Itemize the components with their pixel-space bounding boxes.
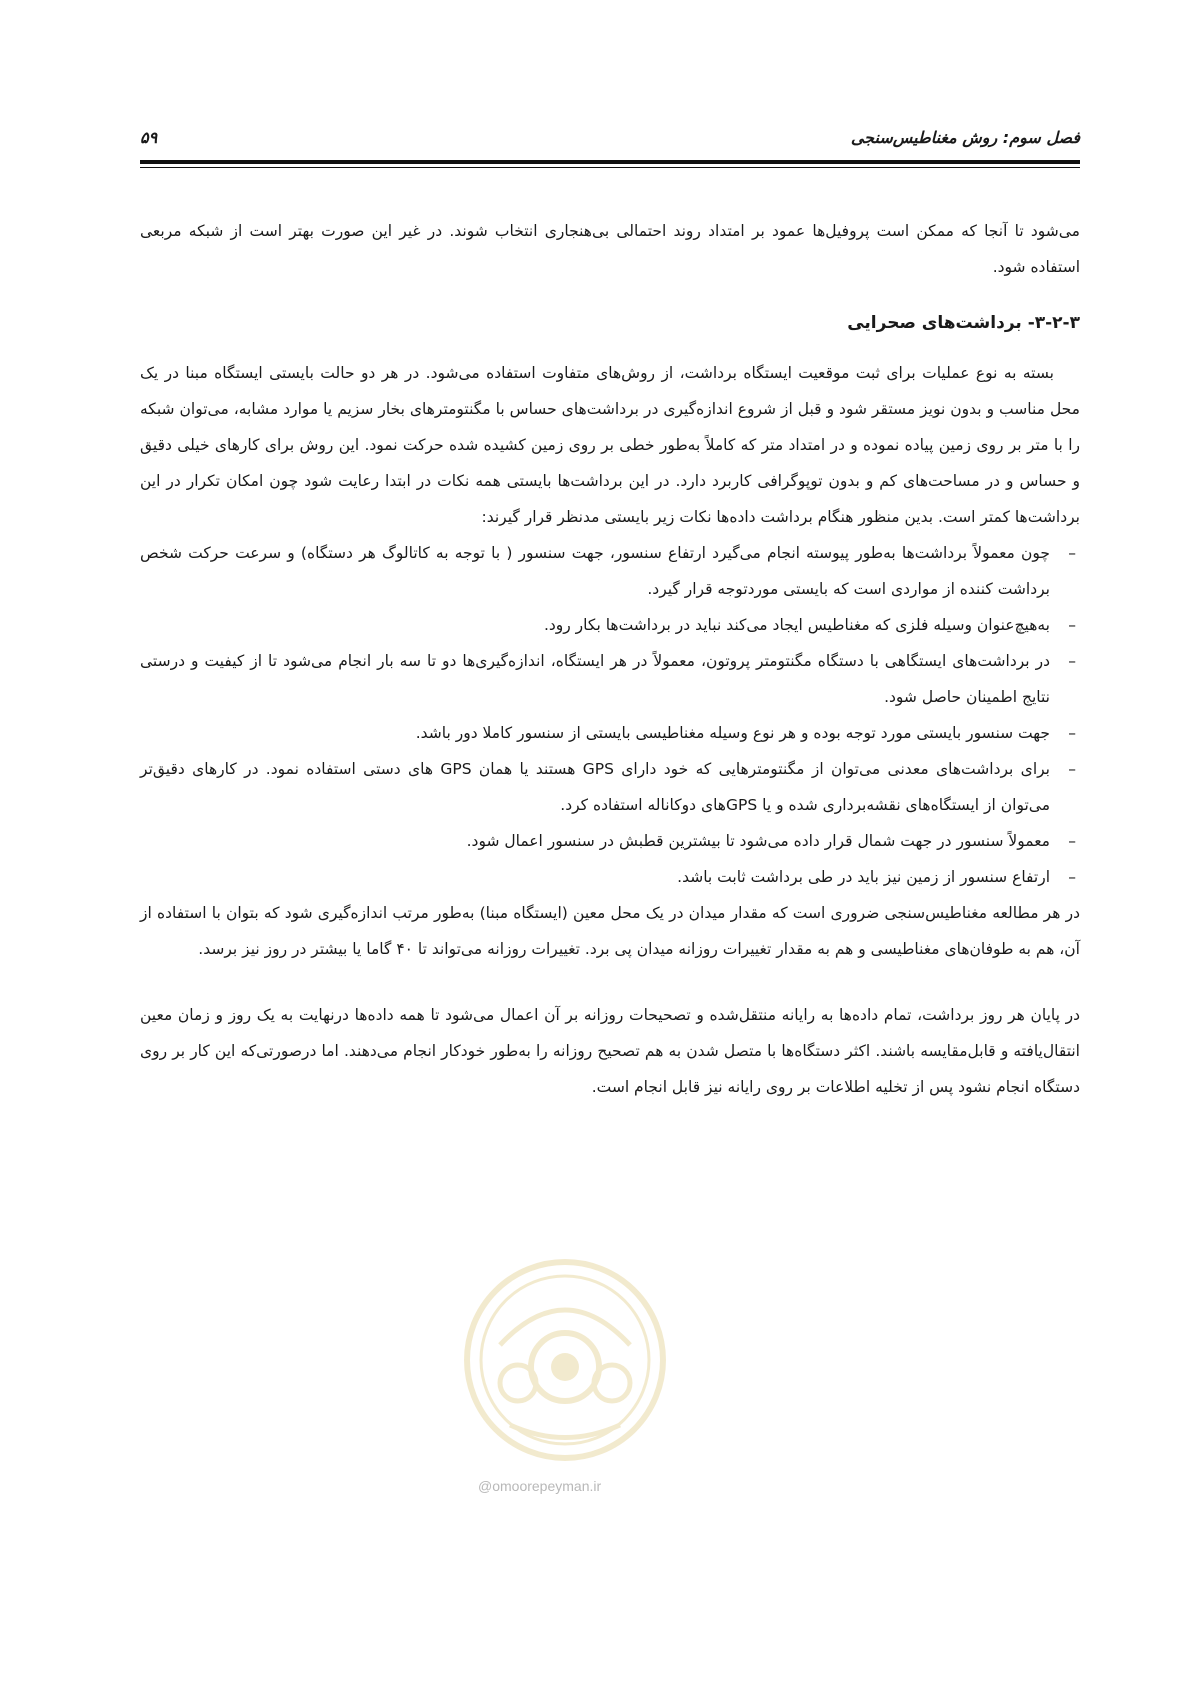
list-item-text: برای برداشت‌های معدنی می‌توان از مگنتومترهایی که خود دارای GPS هستند یا همان GPS های دستی استفاده نمود. در کارهای دقیق‌تر می‌توان از ایستگاه‌های نقشه‌برداری شده و یا GPSهای دوکاناله استفاده کرد. [140, 760, 1050, 814]
paragraph-after-bullets: در هر مطالعه مغناطیس‌سنجی ضروری است که مقدار میدان در یک محل معین (ایستگاه مبنا) به‌طور مرتب اندازه‌گیری شود که بتوان با استفاده از آن، هم به طوفان‌های مغناطیسی و هم به مقدار تغییرات روزانه میدان پی برد. تغییرات روزانه می‌تواند تا ۴۰ گاما یا بیشتر در روز نیز برسد. [140, 904, 1080, 958]
list-item [140, 607, 1080, 643]
list-item [140, 751, 1080, 823]
bullet-dash: – [1068, 868, 1076, 886]
list-item-text: چون معمولاً برداشت‌ها به‌طور پیوسته انجام می‌گیرد ارتفاع سنسور، جهت سنسور ( با توجه به کاتالوگ هر دستگاه) و سرعت حرکت شخص برداشت کننده از مواردی است که بایستی موردتوجه قرار گیرد. [140, 544, 1050, 598]
list-item [140, 715, 1080, 751]
running-header [140, 128, 1080, 154]
bullet-dash: – [1068, 760, 1076, 778]
list-item-text: به‌هیچ‌عنوان وسیله فلزی که مغناطیس ایجاد می‌کند نباید در برداشت‌ها بکار رود. [543, 616, 1050, 634]
section-heading: ۳-۲-۳- برداشت‌های صحرایی [847, 313, 1080, 333]
chapter-title: فصل سوم: روش مغناطیس‌سنجی [850, 128, 1080, 147]
bullet-dash: – [1068, 724, 1076, 742]
watermark-logo-icon [460, 1255, 670, 1465]
list-item-text: ارتفاع سنسور از زمین نیز باید در طی برداشت ثابت باشد. [677, 868, 1050, 886]
bullet-dash: – [1068, 652, 1076, 670]
bullet-dash: – [1068, 616, 1076, 634]
bullet-list [140, 535, 1080, 895]
list-item-text: جهت سنسور بایستی مورد توجه بوده و هر نوع وسیله مغناطیسی بایستی از سنسور کاملا دور باشد. [415, 724, 1050, 742]
watermark-url: @omoorepeyman.ir [478, 1478, 602, 1494]
final-paragraph: در پایان هر روز برداشت، تمام داده‌ها به رایانه منتقل‌شده و تصحیحات روزانه بر آن اعمال می‌شود تا همه داده‌ها درنهایت به یک روز و زمان معین انتقال‌یافته و قابل‌مقایسه باشند. اکثر دستگاه‌ها با متصل شدن به هم تصحیح روزانه را به‌طور خودکار انجام می‌دهند. اما درصورتی‌که این کار بر روی دستگاه انجام نشود پس از تخلیه اطلاعات بر روی رایانه نیز قابل انجام است. [140, 1006, 1080, 1096]
body-content [140, 213, 1080, 1105]
header-rule-thin [140, 167, 1080, 168]
list-item-text: در برداشت‌های ایستگاهی با دستگاه مگنتومتر پروتون، معمولاً در هر ایستگاه، اندازه‌گیری‌ها دو تا سه بار انجام می‌شود تا از کیفیت و درستی نتایج اطمینان حاصل شود. [140, 652, 1050, 706]
bullet-dash: – [1068, 832, 1076, 850]
section-paragraph: بسته به نوع عملیات برای ثبت موقعیت ایستگاه برداشت، از روش‌های متفاوت استفاده می‌شود. در هر دو حالت بایستی ایستگاه مبنا در یک محل مناسب و بدون نویز مستقر شود و قبل از شروع اندازه‌گیری در برداشت‌های حساس با مگنتومترهای بخار سزیم یا موارد مشابه، می‌توان شبکه را با متر بر روی زمین پیاده نموده و در امتداد متر که کاملاً به‌طور خطی بر روی زمین کشیده شده حرکت نمود. این روش برای کارهای خیلی دقیق و حساس و در مساحت‌های کم و بدون توپوگرافی کاربرد دارد. در این برداشت‌ها بایستی همه نکات در ابتدا رعایت شود چون امکان تکرار در این برداشت‌ها کمتر است. بدین منظور هنگام برداشت داده‌ها نکات زیر بایستی مدنظر قرار گیرند: [140, 364, 1080, 526]
intro-paragraph: می‌شود تا آنجا که ممکن است پروفیل‌ها عمود بر امتداد روند احتمالی بی‌هنجاری انتخاب شوند. در غیر این صورت بهتر است از شبکه مربعی استفاده شود. [140, 222, 1080, 276]
header-rule-thick [140, 160, 1080, 164]
list-item [140, 535, 1080, 607]
list-item [140, 859, 1080, 895]
page-number: ۵۹ [140, 128, 158, 147]
list-item [140, 643, 1080, 715]
list-item [140, 823, 1080, 859]
bullet-dash: – [1068, 544, 1076, 562]
list-item-text: معمولاً سنسور در جهت شمال قرار داده می‌شود تا بیشترین قطبش در سنسور اعمال شود. [466, 832, 1050, 850]
